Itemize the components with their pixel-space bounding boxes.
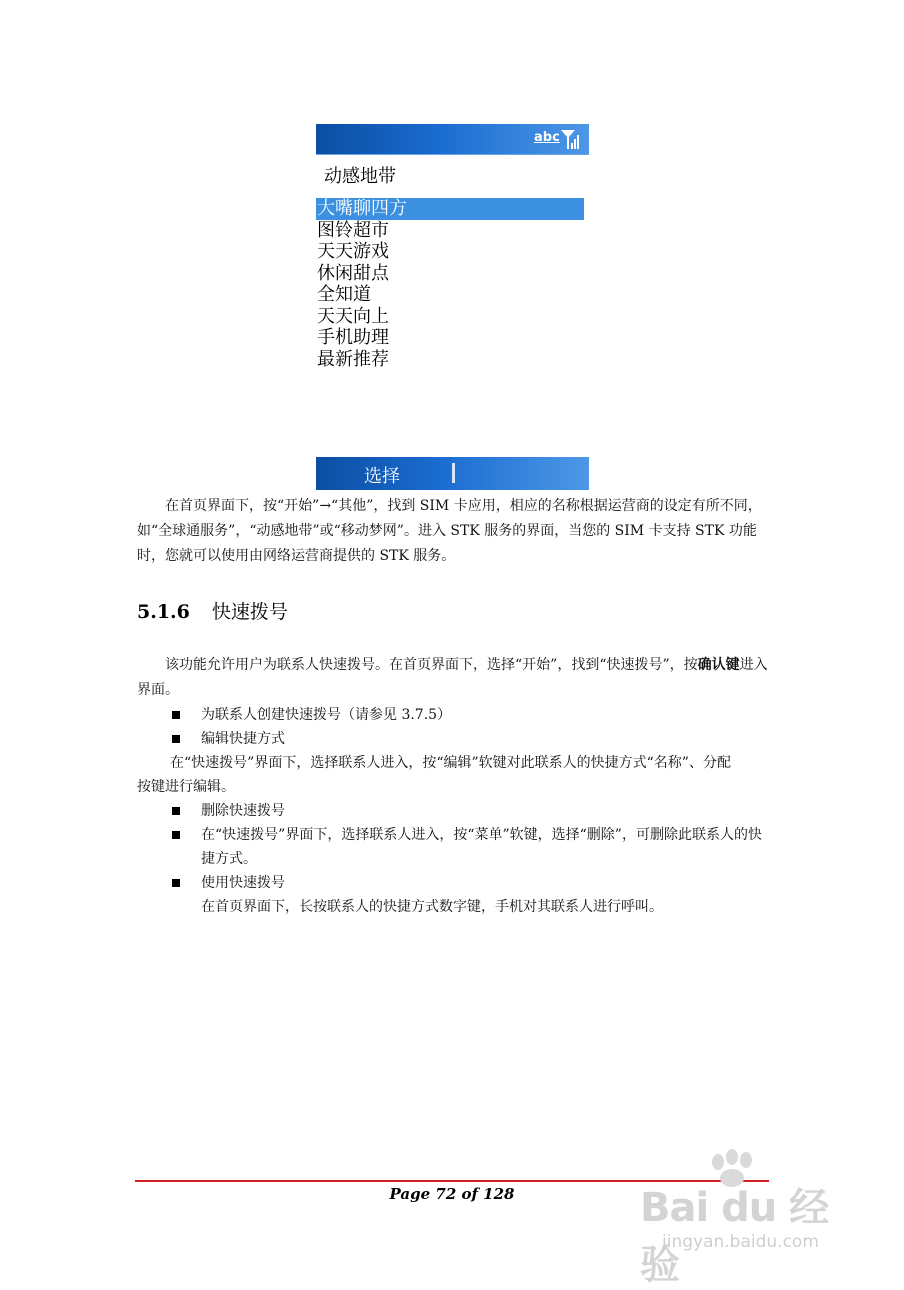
- bullet-text: 使用快速拨号: [201, 875, 285, 891]
- page-number: Page 72 of 128: [389, 1185, 515, 1203]
- input-mode-indicator: abc: [534, 130, 560, 145]
- signal-icon: [560, 128, 580, 150]
- menu-item[interactable]: 天天游戏: [317, 241, 389, 262]
- section-paragraph: [137, 653, 769, 703]
- bullet-square-icon: [172, 807, 180, 815]
- phone-status-bar: [316, 124, 589, 155]
- softkey-bar: [316, 457, 589, 490]
- menu-item[interactable]: 全知道: [317, 284, 371, 305]
- paragraph-text: 该功能允许用户为联系人快速拨号。在首页界面下，选择“开始”，找到“快速拨号”，按: [165, 657, 698, 673]
- stk-menu: [316, 198, 584, 370]
- phone-screen-title: 动感地带: [324, 166, 396, 187]
- bullet-square-icon: [172, 831, 180, 839]
- bullet-square-icon: [172, 879, 180, 887]
- bullet-text: 编辑快捷方式: [201, 731, 285, 747]
- list-item: [170, 703, 770, 727]
- paragraph-text: 进入界面。: [137, 657, 768, 698]
- menu-item[interactable]: 大嘴聊四方: [316, 198, 584, 220]
- intro-paragraph: 在首页界面下，按“开始”→“其他”，找到 SIM 卡应用，相应的名称根据运营商的设定有所不同，如“全球通服务”，“动感地带”或“移动梦网”。进入 STK 服务的界面，当您的 SIM 卡支持 STK 功能时，您就可以使用由网络运营商提供的 STK 服务。: [137, 498, 762, 564]
- section-title: 快速拨号: [211, 601, 288, 623]
- phone-screenshot: [316, 124, 589, 490]
- bullet-square-icon: [172, 735, 180, 743]
- list-item: [137, 727, 770, 799]
- bullet-list: [137, 703, 770, 919]
- softkey-divider: [452, 463, 455, 483]
- watermark-logo: Bai du 经验: [640, 1185, 829, 1288]
- menu-item[interactable]: 手机助理: [317, 327, 389, 348]
- confirm-key-label: 确认键: [697, 657, 740, 673]
- menu-item[interactable]: 休闲甜点: [317, 262, 389, 284]
- baidu-watermark: [640, 1148, 850, 1288]
- select-softkey[interactable]: 选择: [364, 466, 400, 487]
- list-item: [170, 799, 770, 823]
- section-number: 5.1.6: [137, 601, 190, 623]
- menu-item[interactable]: 天天向上: [317, 305, 389, 327]
- section-heading: [137, 597, 288, 624]
- bullet-square-icon: [172, 711, 180, 719]
- list-item: [170, 871, 770, 919]
- watermark-url: jingyan.baidu.com: [662, 1232, 819, 1252]
- bullet-text: 删除快速拨号: [201, 803, 285, 819]
- bullet-text: 为联系人创建快速拨号（请参见 3.7.5）: [201, 707, 452, 723]
- menu-item[interactable]: 图铃超市: [317, 219, 389, 241]
- bullet-detail: 在首页界面下，长按联系人的快捷方式数字键，手机对其联系人进行呼叫。: [201, 899, 663, 915]
- menu-item[interactable]: 最新推荐: [317, 348, 389, 370]
- bullet-detail: 在“快速拨号”界面下，选择联系人进入，按“编辑”软键对此联系人的快捷方式“名称”、分配按键进行编辑。: [137, 755, 731, 795]
- bullet-text: 在“快速拨号”界面下，选择联系人进入，按“菜单”软键，选择“删除”，可删除此联系人的快捷方式。: [201, 827, 762, 867]
- list-item: [170, 823, 770, 871]
